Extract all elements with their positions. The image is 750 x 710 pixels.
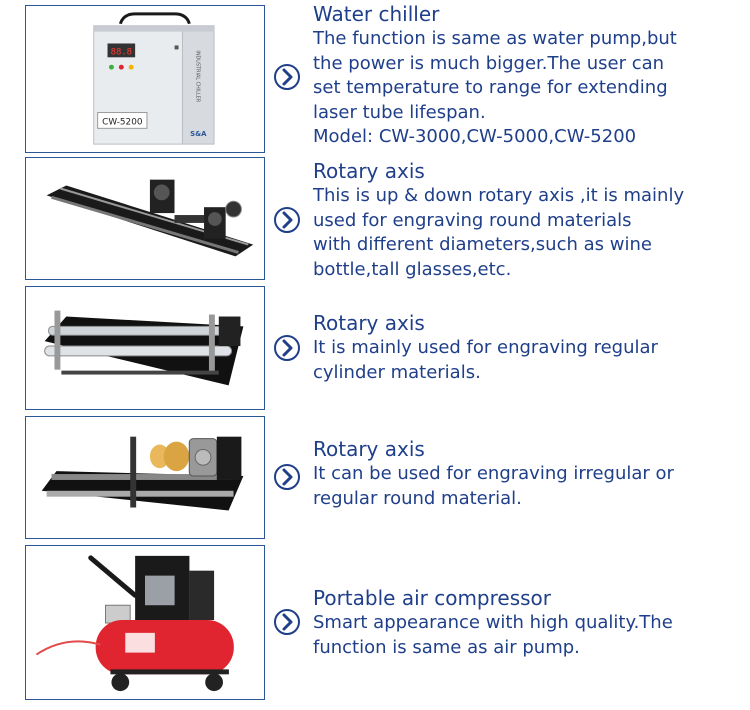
item-title: Rotary axis [313,311,425,335]
water-chiller-illustration [26,6,264,152]
description-line: Model: CW-3000,CW-5000,CW-5200 [313,126,637,147]
description-line: the power is much bigger.The user can [313,52,665,74]
description-line: laser tube lifespan. [313,101,486,123]
description-line: The function is same as water pump,but [313,28,677,49]
description-line: It can be used for engraving irregular or [313,463,674,484]
chiller-model-label: CW-5200 [102,117,143,128]
chevron-circle-right-icon [273,334,301,362]
description-line: It is mainly used for engraving regular [313,337,658,358]
description-line: used for engraving round materials [313,209,632,231]
chevron-circle-right-icon [273,463,301,491]
item-title: Rotary axis [313,437,425,461]
item-title: Rotary axis [313,159,425,183]
item-title: Water chiller [313,2,440,26]
description-line: bottle,tall glasses,etc. [313,258,512,280]
item-text [313,2,743,150]
description-line: regular round material. [313,487,522,509]
svg-text:88.8: 88.8 [110,47,132,58]
description-line: function is same as air pump. [313,636,580,658]
description-line: This is up & down rotary axis ,it is mainly [313,185,685,206]
chiller-brand-label: S&A [190,130,207,139]
air-compressor-image [25,545,265,700]
item-description [313,27,743,150]
rotary-axis-image [25,157,265,280]
description-line: Smart appearance with high quality.The [313,612,673,633]
chevron-circle-right-icon [273,63,301,91]
item-text [313,311,743,385]
item-description [313,462,743,511]
item-description [313,611,743,660]
item-text [313,437,743,511]
chevron-circle-right-icon [273,206,301,234]
item-title: Portable air compressor [313,586,552,610]
chevron-circle-right-icon [273,608,301,636]
rotary-axis-image [25,416,265,539]
rotary-roller-illustration [26,287,264,409]
item-text [313,586,743,660]
item-description [313,184,743,282]
rotary-axis-illustration [26,158,264,279]
item-description [313,336,743,385]
air-compressor-illustration [26,546,264,699]
description-line: cylinder materials. [313,361,481,383]
water-chiller-image [25,5,265,153]
description-line: with different diameters,such as wine [313,234,652,255]
rotary-chuck-illustration [26,417,264,538]
description-line: set temperature to range for extending [313,77,668,98]
item-text [313,159,743,282]
chiller-side-label: INDUSTRIAL CHILLER [194,50,201,103]
rotary-axis-image [25,286,265,410]
